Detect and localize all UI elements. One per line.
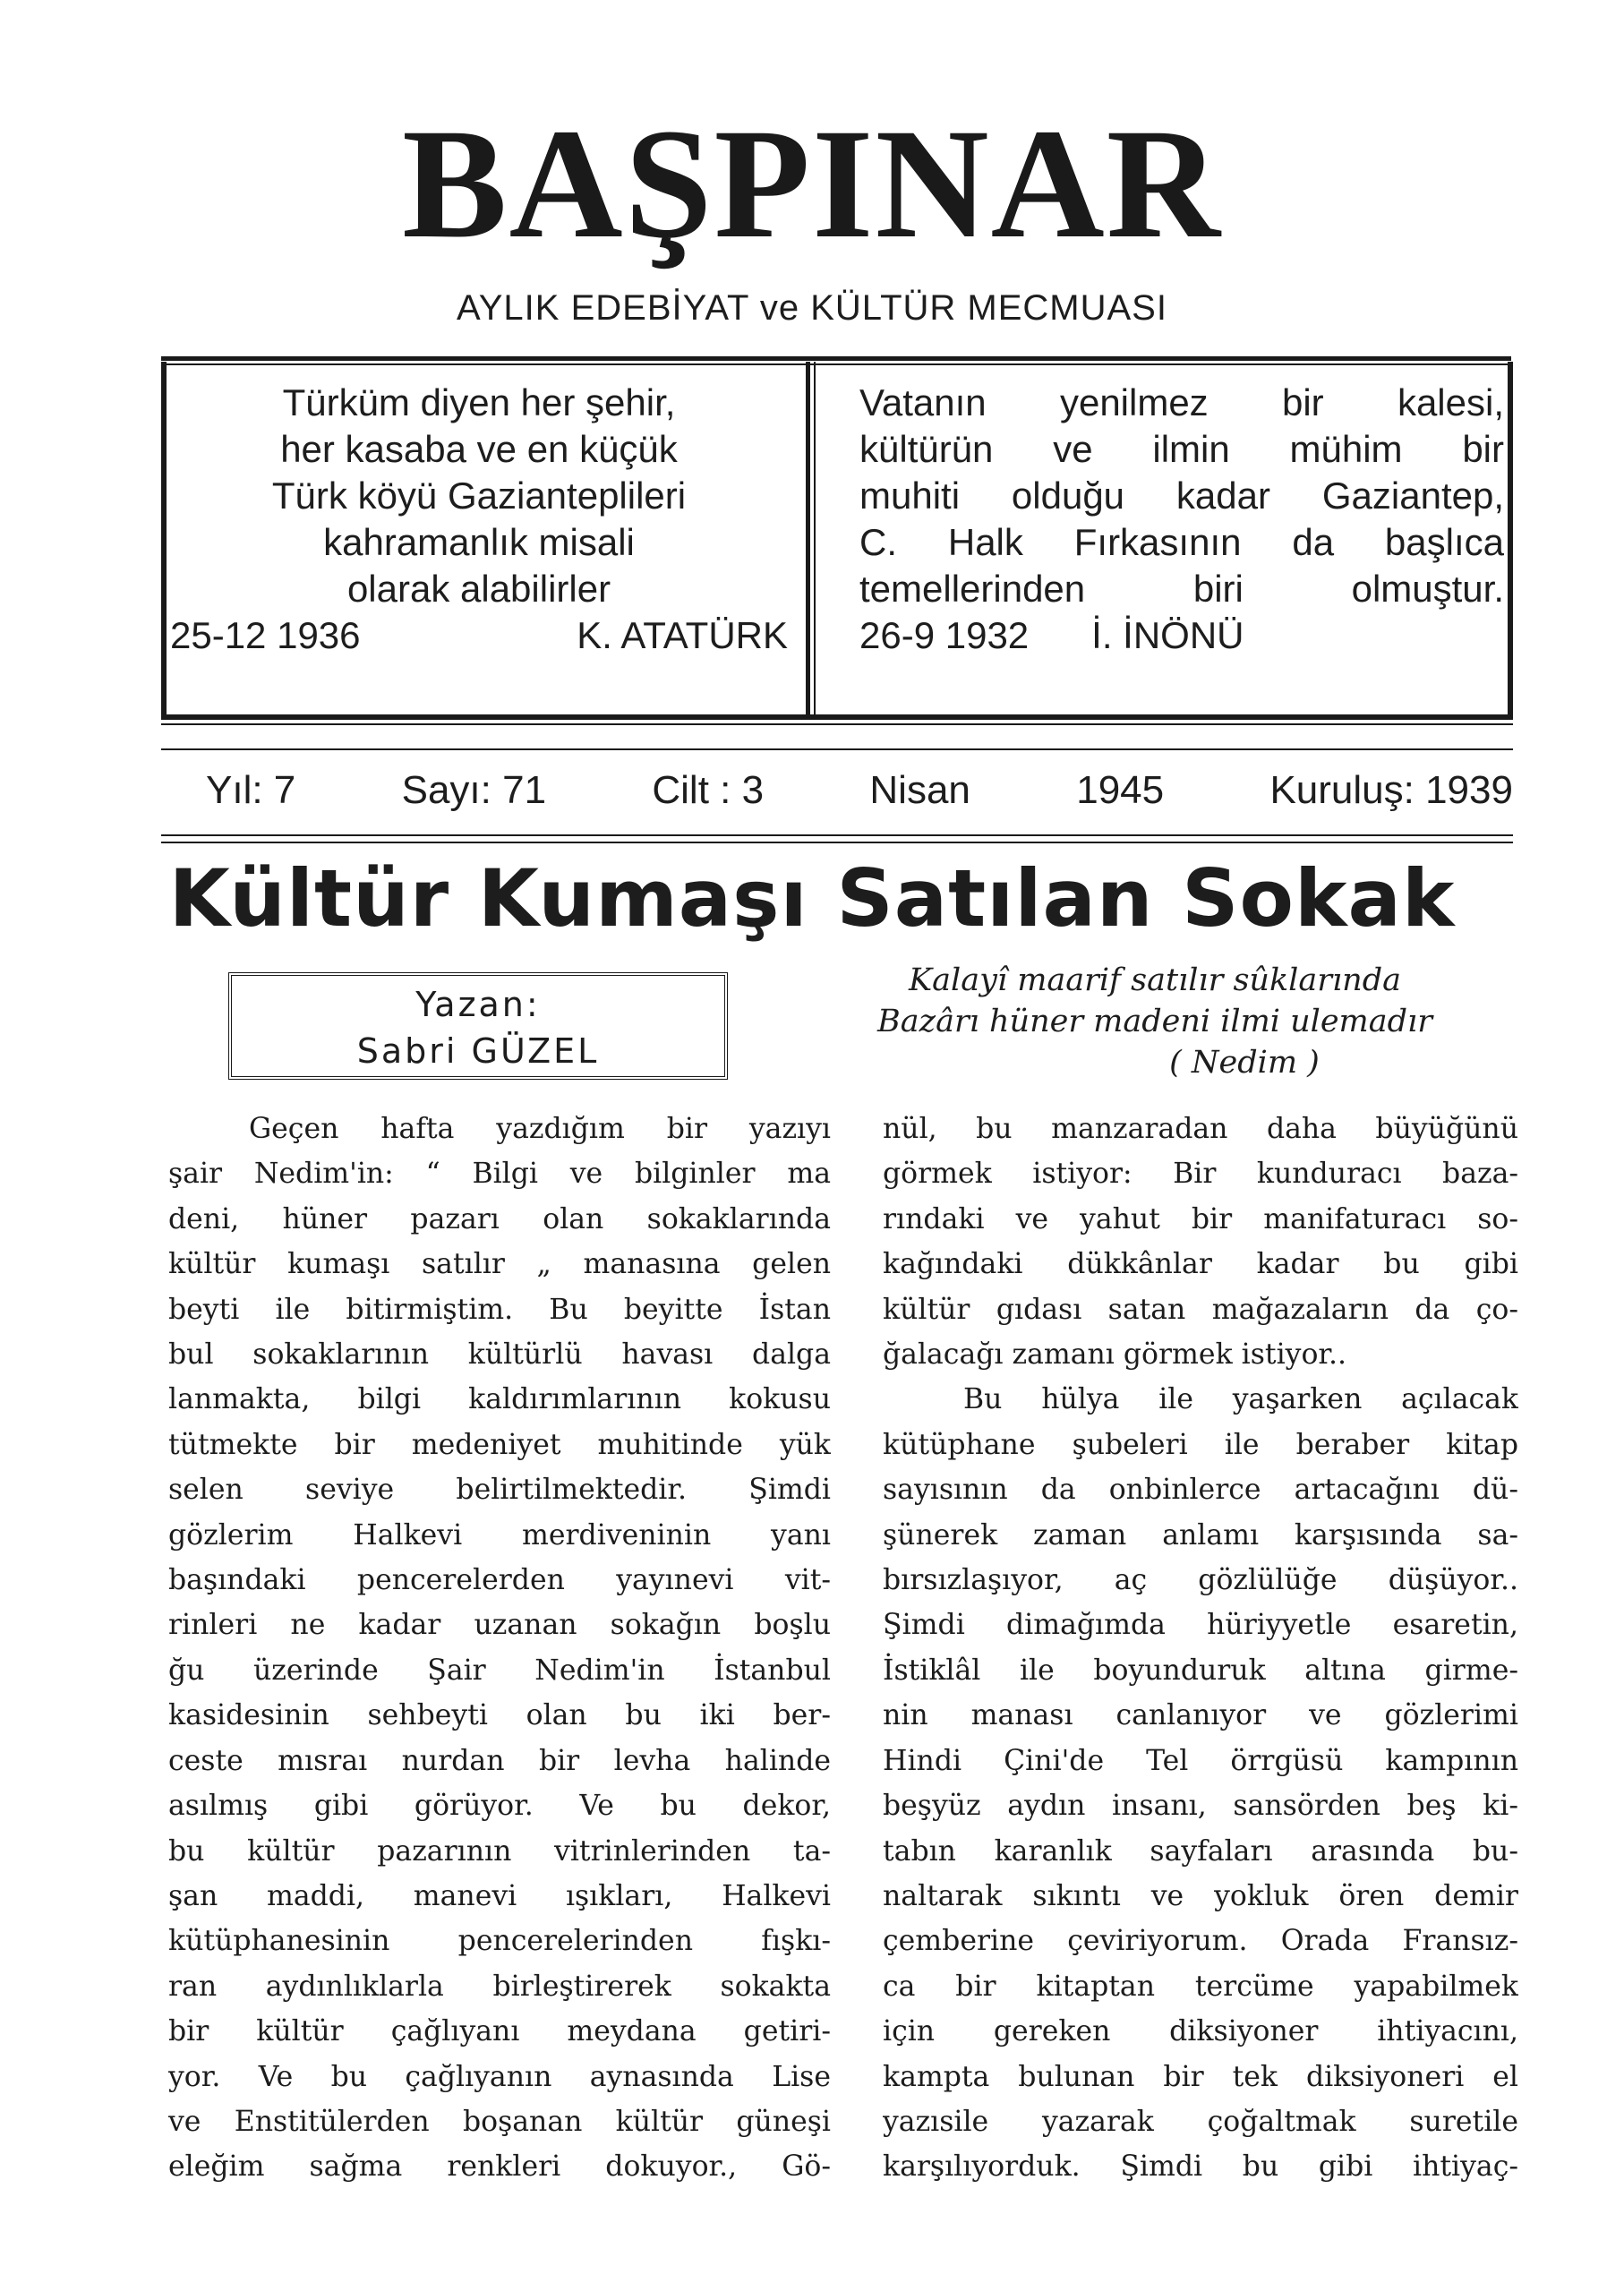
quote-line: her kasaba ve en küçük: [280, 428, 678, 470]
epigraph-line: Bazârı hüner madeni ilmi ulemadır: [877, 1004, 1432, 1039]
body-line: nin manası canlanıyor ve gözlerimi: [883, 1699, 1518, 1732]
epigraph-attribution: ( Nedim ): [1169, 1045, 1320, 1081]
body-line: İstiklâl ile boyunduruk altına girme-: [883, 1654, 1518, 1687]
body-line: kütüphane şubeleri ile beraber kitap: [883, 1428, 1518, 1461]
issue-founded: Kuruluş: 1939: [1269, 768, 1513, 812]
body-line: çemberine çeviriyorum. Orada Fransız-: [883, 1925, 1518, 1958]
quote-ataturk: [170, 380, 788, 659]
body-line: selen seviye belirtilmektedir. Şimdi: [168, 1474, 831, 1507]
body-line: lanmakta, bilgi kaldırımlarının kokusu: [168, 1383, 831, 1416]
author-box: [228, 972, 728, 1080]
quote-line: Türküm diyen her şehir,: [282, 381, 676, 423]
body-line: beşyüz aydın insanı, sansörden beş ki-: [883, 1790, 1518, 1823]
top-rule: [161, 356, 1511, 361]
issue-rule-bottom: [161, 834, 1513, 836]
quote-line: C. Halk Fırkasının da başlıca: [859, 521, 1504, 563]
quote-frame-right: [1508, 362, 1513, 720]
quote-frame-bottom: [161, 714, 1513, 720]
issue-rule-bottom-2: [161, 842, 1513, 843]
body-line: beyti ile bitirmiştim. Bu beyitte İstan: [168, 1293, 831, 1326]
body-line: rinleri ne kadar uzanan sokağın boşlu: [168, 1609, 831, 1642]
issue-volume: Cilt : 3: [652, 768, 765, 812]
body-line: nül, bu manzaradan daha büyüğünü: [883, 1113, 1518, 1145]
quote-line: Vatanın yenilmez bir kalesi,: [859, 381, 1504, 423]
body-line: bul sokaklarının kültürlü havası dalga: [168, 1338, 831, 1372]
body-line: tabın karanlık sayfaları arasında bu-: [883, 1834, 1518, 1868]
body-line: şan maddi, manevi ışıkları, Halkevi: [168, 1879, 831, 1912]
epigraph-line: Kalayî maarif satılır sûklarında: [909, 962, 1401, 998]
quote-inonu: [859, 380, 1504, 659]
body-line: ca bir kitaptan tercüme yapabilmek: [883, 1970, 1518, 2003]
quote-line: kültürün ve ilmin mühim bir: [859, 428, 1504, 470]
body-line: kütüphanesinin pencerelerinden fışkı-: [168, 1925, 831, 1958]
quote-line: muhiti olduğu kadar Gaziantep,: [859, 474, 1504, 517]
body-line: naltarak sıkıntı ve yokluk ören demir: [883, 1879, 1518, 1912]
issue-date-year: 1945: [1076, 768, 1165, 812]
body-line: Şimdi dimağımda hüriyyetle esaretin,: [883, 1609, 1518, 1642]
body-line: asılmış gibi görüyor. Ve bu dekor,: [168, 1790, 831, 1823]
quote-frame-center: [806, 362, 810, 720]
quote-line: temellerinden biri olmuştur.: [859, 568, 1504, 610]
body-line: kasidesinin sehbeyti olan bu iki ber-: [168, 1699, 831, 1732]
article-column-left: [168, 1107, 831, 2190]
top-rule-thin: [161, 363, 1511, 365]
body-line: yazısile yazarak çoğaltmak suretile: [883, 2105, 1518, 2138]
body-line: karşılıyorduk. Şimdi bu gibi ihtiyaç-: [883, 2150, 1518, 2184]
body-line: ğu üzerinde Şair Nedim'in İstanbul: [168, 1654, 831, 1687]
issue-year: Yıl: 7: [206, 768, 296, 812]
body-line: şünerek zaman anlamı karşısında sa-: [883, 1518, 1518, 1552]
body-line: ğalacağı zamanı görmek istiyor..: [883, 1338, 1347, 1372]
body-line: kağındaki dükkânlar kadar bu gibi: [883, 1248, 1518, 1281]
masthead-subtitle: AYLIK EDEBİYAT ve KÜLTÜR MECMUASI: [457, 288, 1167, 328]
body-line: şair Nedim'in: “ Bilgi ve bilginler ma: [168, 1158, 831, 1191]
body-line: kültür kumaşı satılır „ manasına gelen: [168, 1248, 831, 1281]
masthead-title: BAŞPINAR: [402, 97, 1222, 271]
body-line: ve Enstitülerden boşanan kültür güneşi: [168, 2105, 831, 2138]
article-column-right: [883, 1107, 1518, 2190]
body-line: ceste mısraı nurdan bir levha halinde: [168, 1744, 831, 1777]
body-line: Bu hülya ile yaşarken açılacak: [963, 1383, 1518, 1416]
quote-signature: [859, 612, 1504, 659]
epigraph: [806, 960, 1504, 1083]
body-line: bırsızlaşıyor, aç gözlülüğe düşüyor..: [883, 1564, 1518, 1597]
body-line: için gereken diksiyoner ihtiyacını,: [883, 2015, 1518, 2048]
body-line: Hindi Çini'de Tel örrgüsü kampının: [883, 1744, 1518, 1777]
body-line: Geçen hafta yazdığım bir yazıyı: [249, 1113, 831, 1145]
body-line: başındaki pencerelerden yayınevi vit-: [168, 1564, 831, 1597]
author-label: Yazan:: [415, 985, 541, 1024]
issue-number: Sayı: 71: [401, 768, 547, 812]
quote-signature: [170, 612, 788, 659]
body-line: görmek istiyor: Bir kunduracı baza-: [883, 1158, 1518, 1191]
body-line: kültür gıdası satan mağazaların da ço-: [883, 1293, 1518, 1326]
quote-frame-center-2: [814, 362, 816, 720]
quote-author: İ. İNÖNÜ: [1091, 614, 1244, 656]
body-line: tütmekte bir medeniyet muhitinde yük: [168, 1428, 831, 1461]
quote-date: 26-9 1932: [859, 614, 1030, 656]
quote-line: kahramanlık misali: [323, 521, 635, 563]
quote-line: olarak alabilirler: [346, 568, 611, 610]
issue-info: [206, 768, 1513, 813]
body-line: ran aydınlıklarla birleştirerek sokakta: [168, 1970, 831, 2003]
issue-rule-top: [161, 748, 1513, 750]
quote-frame-bottom-2: [161, 723, 1513, 725]
body-line: kampta bulunan bir tek diksiyoneri el: [883, 2060, 1518, 2093]
article-headline: Kültür Kumaşı Satılan Sokak: [168, 852, 1456, 945]
quote-line: Türk köyü Gazianteplileri: [271, 474, 687, 517]
body-line: bir kültür çağlıyanı meydana getiri-: [168, 2015, 831, 2048]
quote-frame-left: [161, 362, 167, 720]
body-line: eleğim sağma renkleri dokuyor., Gö-: [168, 2150, 831, 2184]
body-line: gözlerim Halkevi merdiveninin yanı: [168, 1518, 831, 1552]
body-line: bu kültür pazarının vitrinlerinden ta-: [168, 1834, 831, 1868]
body-line: yor. Ve bu çağlıyanın aynasında Lise: [168, 2060, 831, 2093]
issue-month: Nisan: [869, 768, 970, 812]
body-line: rındaki ve yahut bir manifaturacı so-: [883, 1202, 1518, 1235]
quote-date: 25-12 1936: [170, 614, 361, 656]
body-line: sayısının da onbinlerce artacağını dü-: [883, 1474, 1518, 1507]
quote-author: K. ATATÜRK: [577, 614, 788, 656]
body-line: deni, hüner pazarı olan sokaklarında: [168, 1202, 831, 1235]
author-name: Sabri GÜZEL: [356, 1031, 600, 1071]
